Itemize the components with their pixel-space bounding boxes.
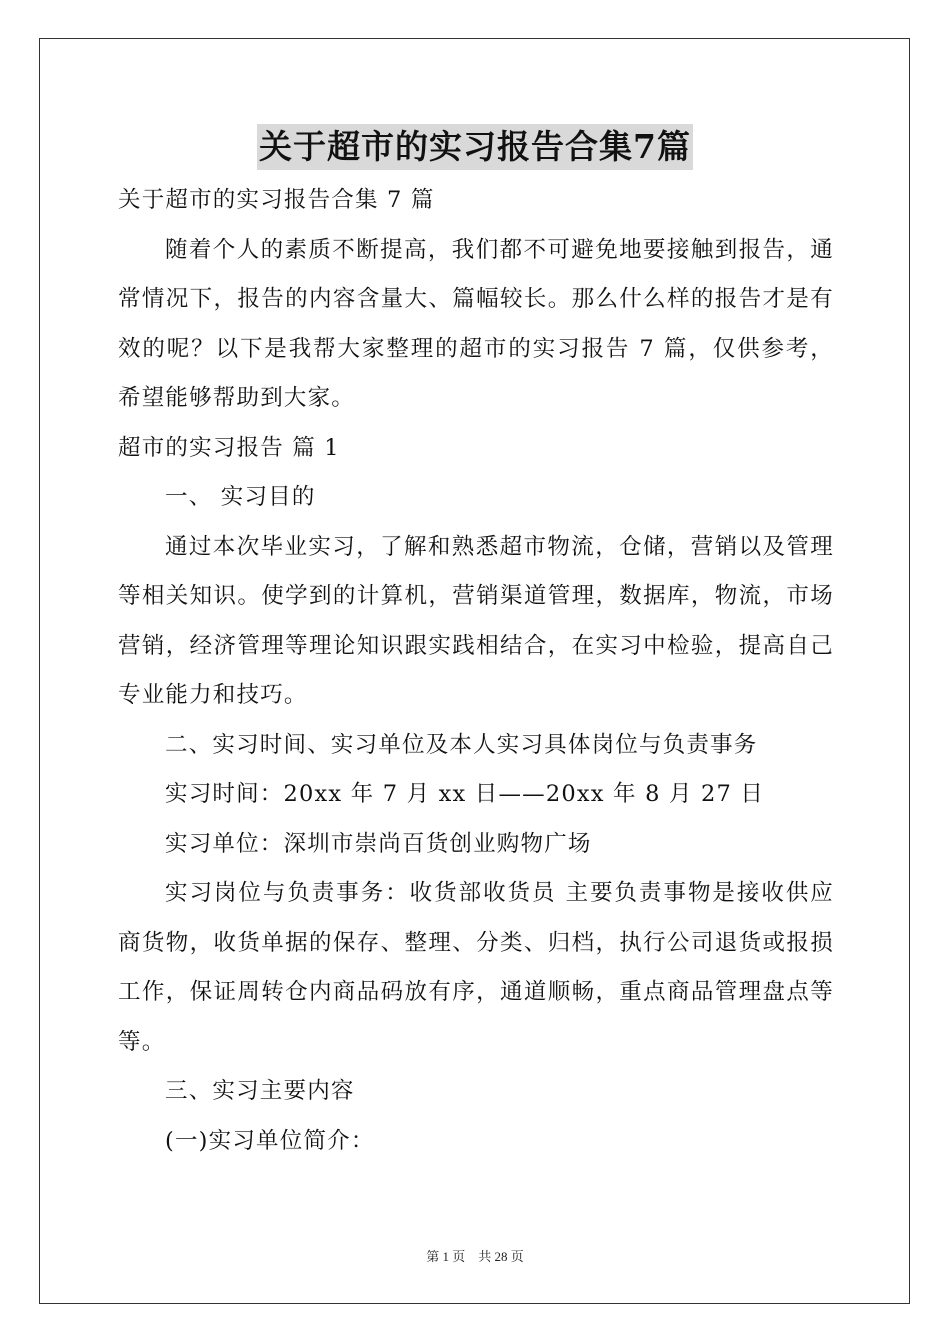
subtitle: 关于超市的实习报告合集 7 篇 — [118, 187, 435, 213]
page-footer: 第 1 页 共 28 页 — [426, 1249, 524, 1264]
item2-heading: 二、实习时间、实习单位及本人实习具体岗位与负责事务 — [165, 731, 758, 758]
document-title: 关于超市的实习报告合集7篇 — [257, 124, 693, 170]
internship-unit: 实习单位：深圳市崇尚百货创业购物广场 — [165, 830, 592, 857]
item3-heading: 三、实习主要内容 — [165, 1078, 355, 1104]
intro-paragraph: 随着个人的素质不断提高，我们都不可避免地要接触到报告，通常情况下，报告的内容含量大、篇幅较长。那么什么样的报告才是有效的呢？以下是我帮大家整理的超市的实习报告 7 篇，仅供参考，希望能够帮助到大家。 — [118, 236, 834, 411]
sub1-heading: (一)实习单位简介： — [165, 1127, 375, 1154]
item1-paragraph: 通过本次毕业实习，了解和熟悉超市物流，仓储，营销以及管理等相关知识。使学到的计算机，营销渠道管理，数据库，物流，市场营销，经济管理等理论知识跟实践相结合，在实习中检验，提高自己专业能力和技巧。 — [118, 533, 834, 708]
duty-paragraph: 实习岗位与负责事务：收货部收货员 主要负责事物是接收供应商货物，收货单据的保存、整理、分类、归档，执行公司退货或报损工作，保证周转仓内商品码放有序，通道顺畅，重点商品管理盘点等等。 — [118, 880, 834, 1055]
title-container — [0, 124, 950, 170]
item1-heading: 一、 实习目的 — [165, 484, 316, 510]
document-body — [118, 176, 834, 1166]
internship-time: 实习时间：20xx 年 7 月 xx 日——20xx 年 8 月 27 日 — [165, 781, 765, 807]
section-heading: 超市的实习报告 篇 1 — [118, 434, 340, 461]
